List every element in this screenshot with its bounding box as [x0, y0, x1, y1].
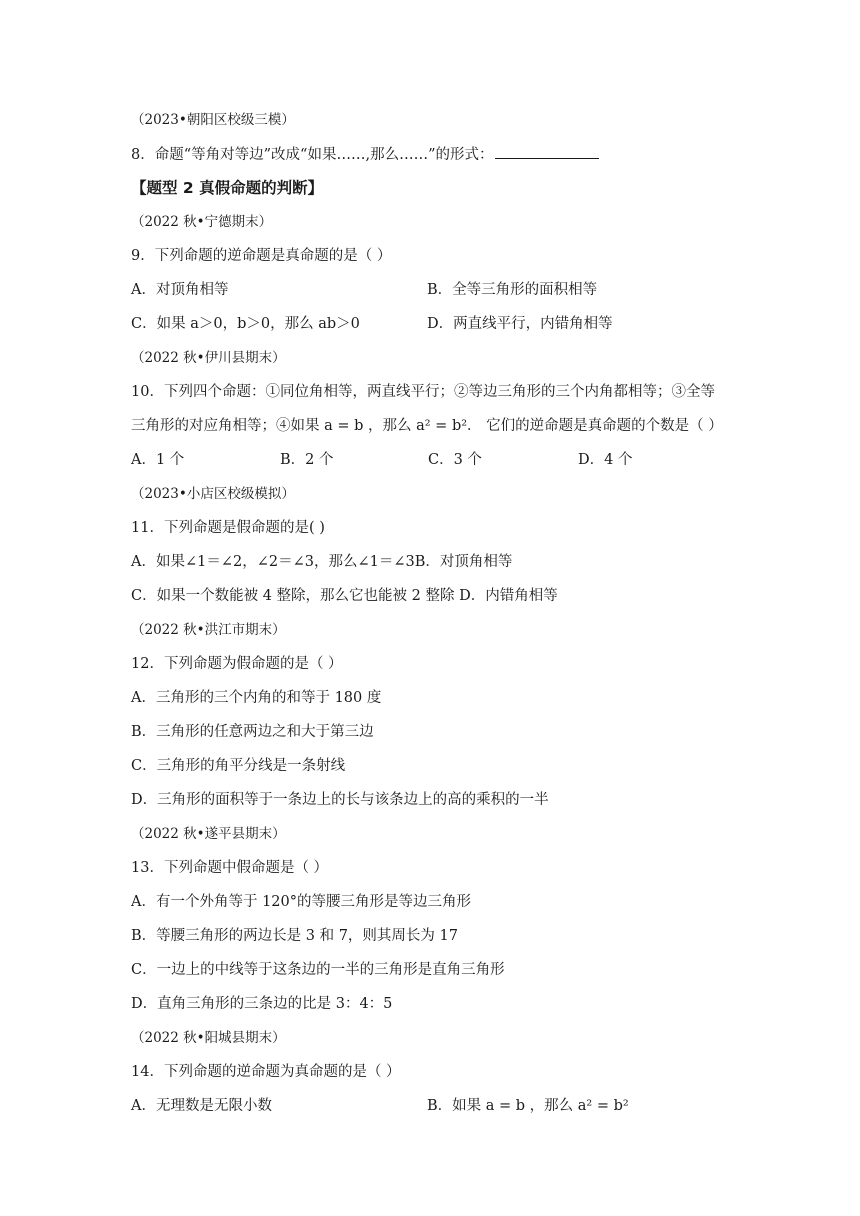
question-8: [131, 144, 599, 165]
option-b: B．如果 a = b ，那么 a² = b²: [427, 1098, 629, 1114]
question-10-line1: 10．下列四个命题：①同位角相等，两直线平行；②等边三角形的三个内角都相等；③全等: [131, 384, 715, 400]
source-note: （2022 秋•洪江市期末）: [131, 622, 286, 638]
source-note: （2022 秋•遂平县期末）: [131, 826, 286, 842]
question-8-text: 8．命题“等角对等边”改成“如果……,那么……”的形式：: [131, 147, 494, 163]
option-a: A．有一个外角等于 120°的等腰三角形是等边三角形: [131, 894, 472, 910]
question-12: 12．下列命题为假命题的是（ ）: [131, 656, 343, 672]
option-a: A．1 个: [131, 452, 185, 468]
option-d: D．直角三角形的三条边的比是 3：4：5: [131, 996, 393, 1012]
option-b: B．2 个: [280, 452, 334, 468]
source-note: （2023•朝阳区校级三模）: [131, 112, 295, 128]
option-b: B．全等三角形的面积相等: [427, 282, 598, 298]
source-note: （2022 秋•伊川县期末）: [131, 350, 286, 366]
source-note: （2022 秋•宁德期末）: [131, 214, 273, 230]
source-note: （2023•小店区校级模拟）: [131, 486, 295, 502]
option-a: A．对顶角相等: [131, 282, 229, 298]
question-9: 9．下列命题的逆命题是真命题的是（ ）: [131, 248, 392, 264]
option-c: C．如果 a＞0，b＞0，那么 ab＞0: [131, 316, 360, 332]
section-heading: 【题型 2 真假命题的判断】: [131, 179, 324, 197]
question-13: 13．下列命题中假命题是（ ）: [131, 860, 329, 876]
option-b: B．等腰三角形的两边长是 3 和 7，则其周长为 17: [131, 928, 458, 944]
option-d: D．4 个: [578, 452, 633, 468]
option-d: D．两直线平行，内错角相等: [427, 316, 613, 332]
source-note: （2022 秋•阳城县期末）: [131, 1030, 286, 1046]
question-11: 11．下列命题是假命题的是( ): [131, 520, 325, 536]
question-10-line2: 三角形的对应角相等；④如果 a = b ，那么 a² = b²． 它们的逆命题是真命题的个数是（ ）: [131, 418, 723, 434]
option-a: A．三角形的三个内角的和等于 180 度: [131, 690, 382, 706]
option-d: D．三角形的面积等于一条边上的长与该条边上的高的乘积的一半: [131, 792, 549, 808]
options-ab: A．如果∠1＝∠2，∠2＝∠3，那么∠1＝∠3B．对顶角相等: [131, 554, 513, 570]
option-c: C．三角形的角平分线是一条射线: [131, 758, 346, 774]
option-b: B．三角形的任意两边之和大于第三边: [131, 724, 374, 740]
option-a: A．无理数是无限小数: [131, 1098, 272, 1114]
option-c: C．一边上的中线等于这条边的一半的三角形是直角三角形: [131, 962, 505, 978]
answer-blank: [495, 144, 599, 159]
question-14: 14．下列命题的逆命题为真命题的是（ ）: [131, 1064, 401, 1080]
options-cd: C．如果一个数能被 4 整除，那么它也能被 2 整除 D．内错角相等: [131, 588, 558, 604]
option-c: C．3 个: [428, 452, 482, 468]
